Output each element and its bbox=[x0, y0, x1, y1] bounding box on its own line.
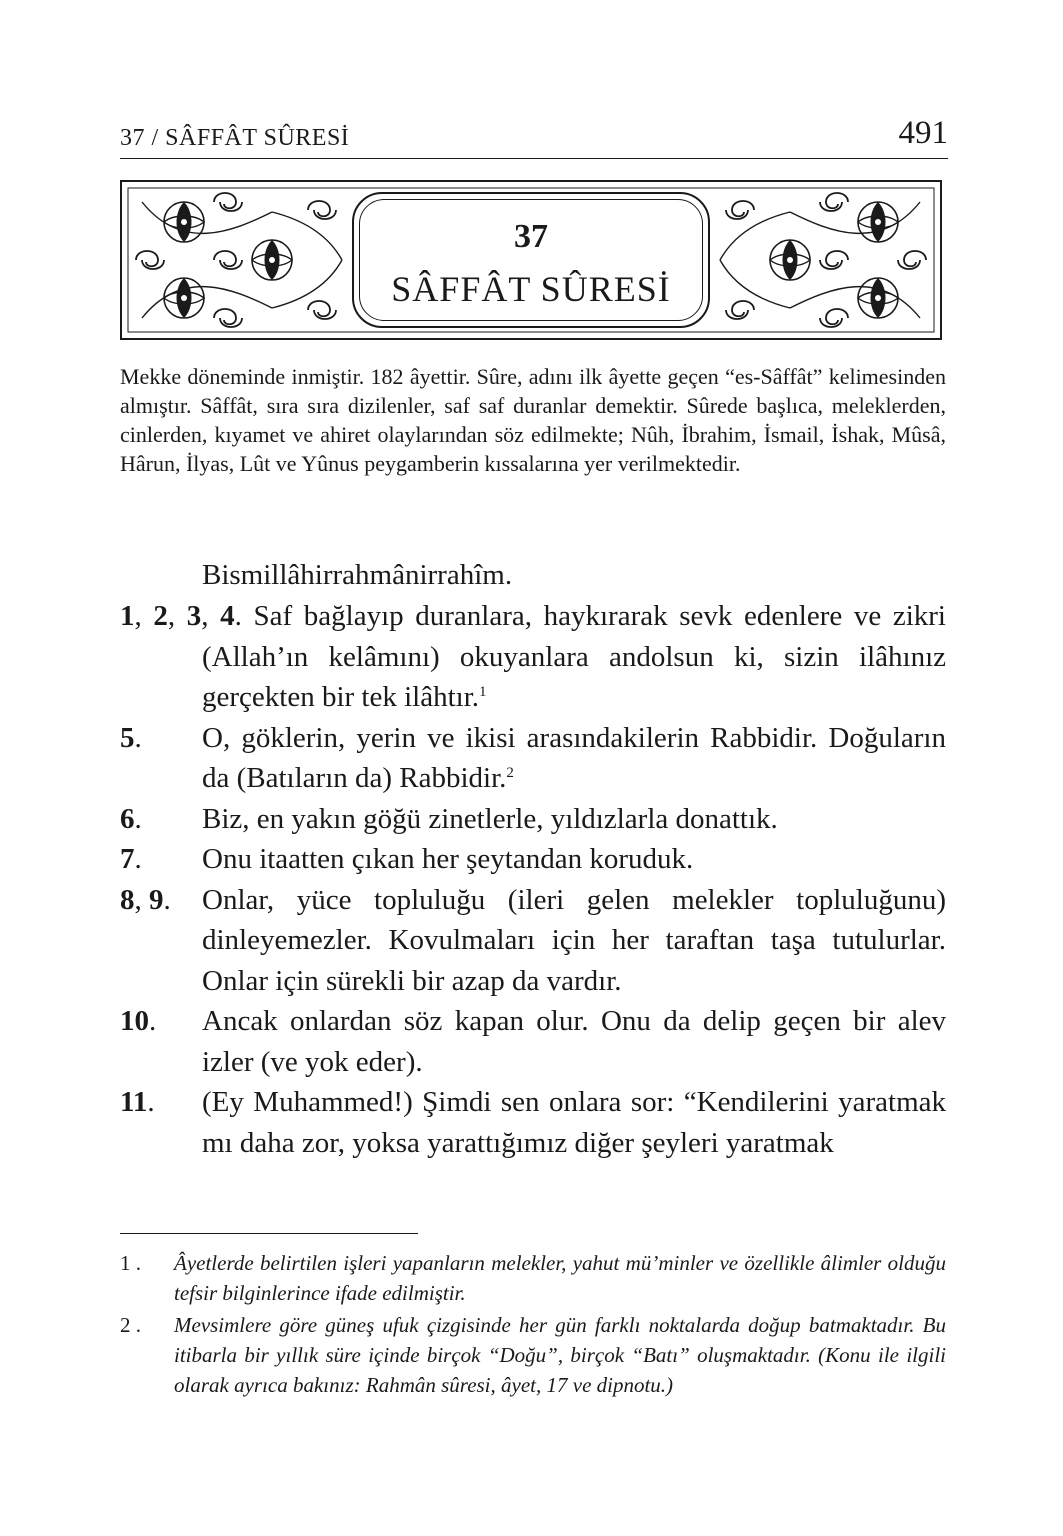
verse-text: Onlar, yüce topluluğu (ileri gelen melekler topluluğunu) dinleyemezler. Kovulmaları için her taraftan taşa tutulurlar. Onlar için sürekli bir azap da vardır. bbox=[202, 883, 946, 997]
footnote-2 bbox=[120, 1310, 946, 1400]
verse-number: 6. bbox=[120, 802, 142, 835]
verse-11 bbox=[120, 1082, 946, 1163]
verse-list bbox=[120, 554, 946, 1163]
verse-7 bbox=[120, 839, 946, 880]
sura-name: SÂFFÂT SÛRESİ bbox=[391, 269, 671, 309]
footnote-ref[interactable]: 2 bbox=[506, 765, 514, 781]
sura-title-banner bbox=[120, 180, 942, 340]
verse-text: (Ey Muhammed!) Şimdi sen onlara sor: “Kendilerini yaratmak mı daha zor, yoksa yarattığımız diğer şeyleri yaratmak bbox=[202, 1086, 946, 1159]
verse-number: 11. bbox=[120, 1086, 155, 1118]
basmala: Bismillâhirrahmânirrahîm. bbox=[202, 559, 513, 591]
footnote-divider bbox=[120, 1233, 418, 1234]
title-cartouche bbox=[352, 192, 710, 328]
page-number: 491 bbox=[898, 115, 948, 151]
verse-text: Ancak onlardan söz kapan olur. Onu da delip geçen bir alev izler (ve yok eder). bbox=[202, 1005, 946, 1078]
footnote-text: Âyetlerde belirtilen işleri yapanların melekler, yahut mü’minler ve özellikle âlimler olduğu tefsir bilginlerince ifade edilmiştir. bbox=[174, 1251, 946, 1305]
footnote-ref[interactable]: 1 bbox=[479, 684, 487, 700]
verse-5 bbox=[120, 718, 946, 799]
verse-number: 10. bbox=[120, 1005, 157, 1037]
verse-text: Biz, en yakın göğü zinetlerle, yıldızlarla donattık. bbox=[202, 802, 778, 835]
verse-10 bbox=[120, 1001, 946, 1082]
running-title: 37 / SÂFFÂT SÛRESİ bbox=[120, 125, 350, 151]
verse-text: Saf bağlayıp duranlara, haykırarak sevk edenlere ve zikri (Allah’ın kelâmını) okuyanlara andolsun ki, sizin ilâhınız gerçekten bir tek ilâhtır. bbox=[202, 600, 946, 713]
verse-number: 7. bbox=[120, 843, 142, 875]
verse-text: O, göklerin, yerin ve ikisi arasındakilerin Rabbidir. Doğuların da (Batıların da) Rabbidir. bbox=[202, 721, 946, 794]
running-header bbox=[120, 108, 948, 159]
verse-text: Onu itaatten çıkan her şeytandan koruduk. bbox=[202, 843, 694, 875]
verse-6 bbox=[120, 799, 946, 840]
verse-number: 5. bbox=[120, 721, 142, 754]
footnote-number: 2 . bbox=[120, 1313, 141, 1337]
verse-8-9 bbox=[120, 880, 946, 1002]
verse-number: 1, 2, 3, 4. bbox=[120, 600, 254, 632]
footnote-1 bbox=[120, 1248, 946, 1308]
footnote-text: Mevsimlere göre güneş ufuk çizgisinde her gün farklı noktalarda doğup batmaktadır. Bu itibarla bir yıllık süre içinde birçok “Doğu”, birçok “Batı” oluşmaktadır. (Konu ile ilgili olarak ayrıca bakınız: Rahmân sûresi, âyet, 17 ve dipnotu.) bbox=[174, 1313, 946, 1397]
verse-1-4 bbox=[120, 596, 946, 718]
verse-number: 8, 9. bbox=[120, 883, 171, 916]
sura-introduction: Mekke döneminde inmiştir. 182 âyettir. Sûre, adını ilk âyette geçen “es-Sâffât” kelimesinden almıştır. Sâffât, sıra sıra dizilenler, saf saf duranlar demektir. Sûrede başlıca, meleklerden, cinlerden, kıyamet ve ahiret olaylarından söz edilmekte; Nûh, İbrahim, İsmail, İshak, Mûsâ, Hârun, İlyas, Lût ve Yûnus peygamberin kıssalarına yer verilmektedir. bbox=[120, 364, 946, 476]
sura-number: 37 bbox=[514, 218, 548, 255]
footnote-number: 1 . bbox=[120, 1251, 141, 1275]
footnotes bbox=[120, 1248, 946, 1402]
